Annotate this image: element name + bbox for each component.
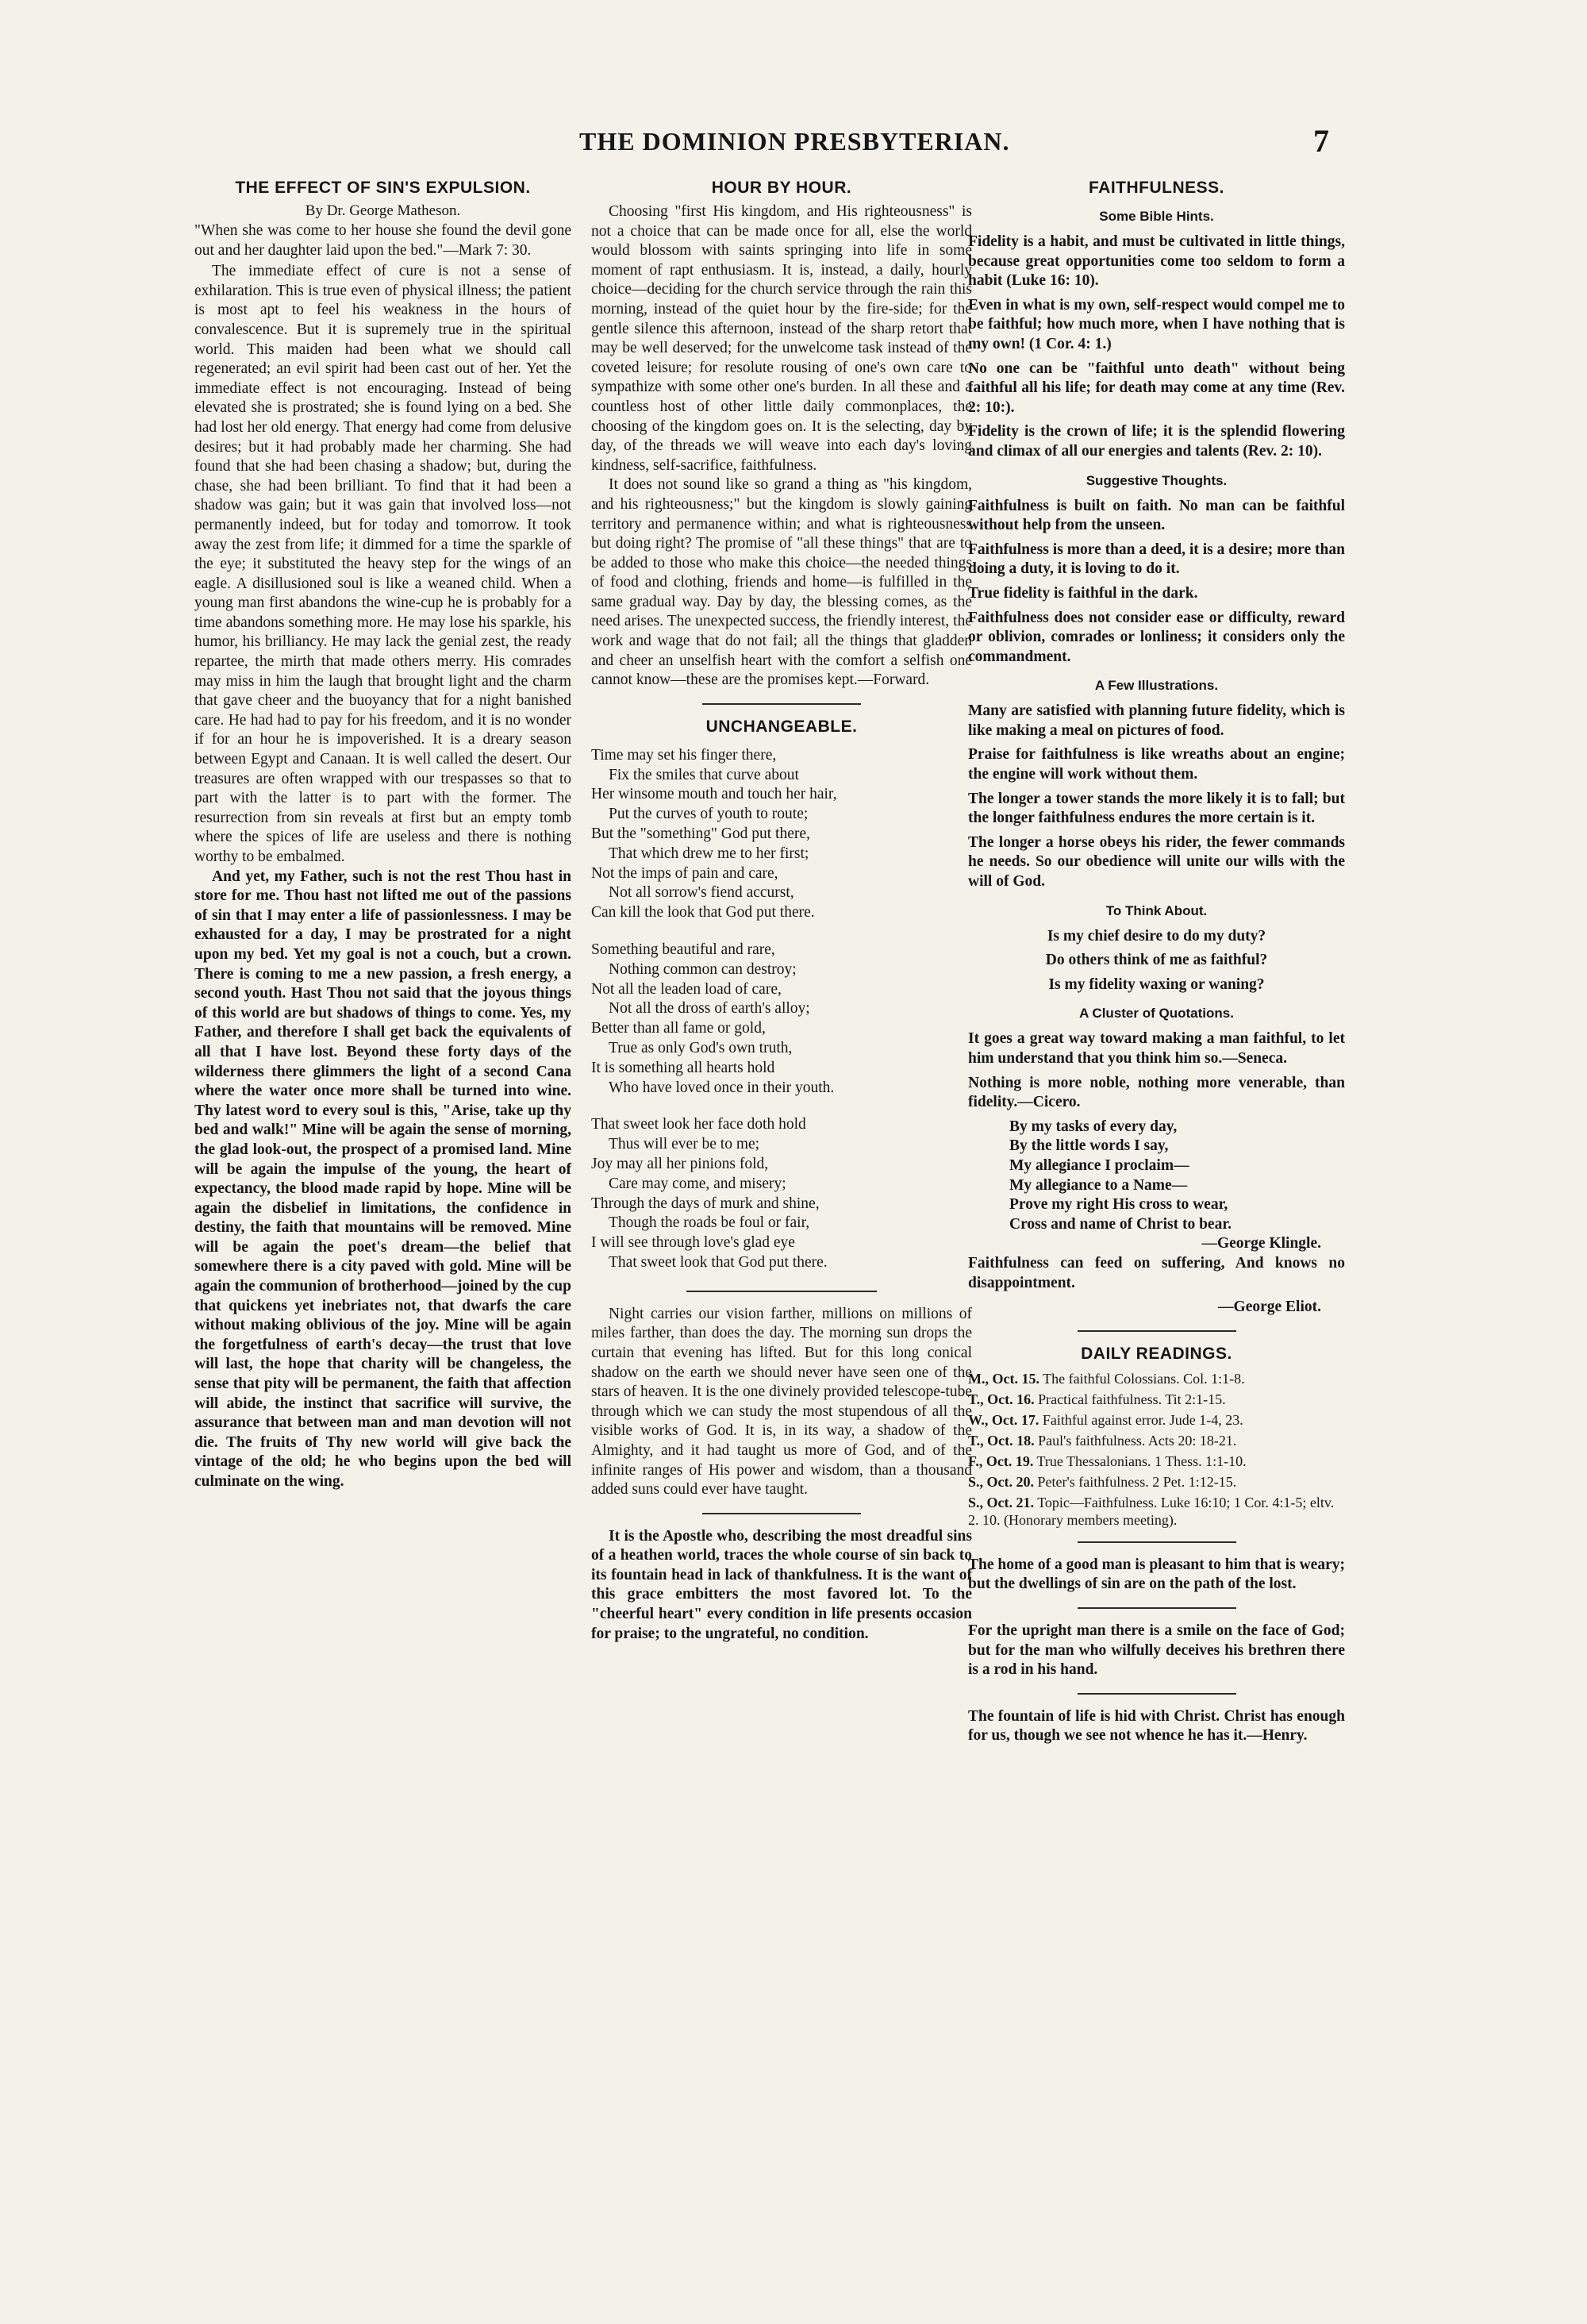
poem-line: Not the imps of pain and care,	[591, 864, 778, 882]
quotation-attribution: —George Eliot.	[1218, 1299, 1321, 1316]
reading-date: M., Oct. 15.	[968, 1370, 1039, 1387]
poem-line: Though the roads be foul or fair,	[609, 1214, 810, 1232]
article-paragraph: The immediate effect of cure is not a sense of exhilaration. This is true even of physical illness; the patient is most apt to feel his weakness in the hours of convalescence. But it is supremely true in the spiritual world. This maiden had been what we should call regenerated; an evil spirit had been cast out of her. Yet the immediate effect is not encouraging. Instead of being elevated she is prostrated; she is found lying on a bed. She had lost her old energy. That energy had come from delusive desires; but it had probably made her charming. She had found that she had been chasing a shadow; but, during the chase, she had been brilliant. To find that it had been a shadow was gain; but it was gain that involved loss—not permanently indeed, but for today and tomorrow. It took away the zest from life; it dimmed for a time the sparkle of the eye; it substituted the heavy step for the wings of an eagle. A disillusioned soul is like a weaned child. When a young man first abandons the wine-cup he is probably for a time abandons something more. He may lose his sparkle, his humor, his brilliancy. He may lack the genial zest, the ready repartee, the mirth that made others merry. His comrades may miss in him the laugh that brought light and the charm that gave cheer and the buoyancy that for a night banished care. He had had to pay for his freedom, and it is no wonder if for an hour he is impoverished. It is a dreary season between Egypt and Canaan. It is well called the desert. Our treasures are often wrapped with our trespasses so that to part with the latter is to part with the former. The resurrection from sin reveals at first but an empty tomb where the spices of life are useless and there is nothing worthy to be embalmed.	[194, 263, 571, 865]
section-divider	[1078, 1330, 1236, 1332]
reading-item	[968, 1370, 1345, 1387]
poem-heading-unchangeable: UNCHANGEABLE.	[705, 717, 858, 736]
section-divider	[686, 1291, 877, 1292]
reading-text: The faithful Colossians. Col. 1:1-8.	[1043, 1370, 1245, 1387]
verse-line: My allegiance I proclaim—	[1009, 1156, 1189, 1174]
bible-hints-list	[968, 233, 1345, 462]
article-paragraph: For the upright man there is a smile on the face of God; but for the man who wilfully deceives his brethren there is a rod in his hand.	[968, 1622, 1345, 1679]
reading-date: S., Oct. 20.	[968, 1473, 1034, 1490]
quotation-paragraph: Nothing is more noble, nothing more venerable, than fidelity.—Cicero.	[968, 1074, 1345, 1111]
poem-stanza	[591, 1115, 972, 1272]
verse-line: My allegiance to a Name—	[1009, 1176, 1188, 1194]
reading-date: S., Oct. 21.	[968, 1494, 1034, 1510]
subheading-bible-hints: Some Bible Hints.	[1099, 209, 1214, 224]
poem-line: Nothing common can destroy;	[609, 960, 797, 978]
reading-item	[968, 1452, 1345, 1470]
poem-line: Her winsome mouth and touch her hair,	[591, 786, 837, 803]
reading-date: T., Oct. 18.	[968, 1432, 1035, 1449]
article-heading-hour-by-hour: HOUR BY HOUR.	[711, 179, 852, 197]
subheading-quotations: A Cluster of Quotations.	[1079, 1006, 1234, 1022]
hint-paragraph: Fidelity is the crown of life; it is the splendid flowering and climax of all our energies and talents (Rev. 2: 10).	[968, 423, 1345, 460]
article-paragraph: It is the Apostle who, describing the most dreadful sins of a heathen world, traces the whole course of sin back to its fountain head in lack of thankfulness. It is the want of this grace embitters the most favored lot. To the "cheerful heart" every condition in life presents occasion for praise; to the ungrateful, no condition.	[591, 1527, 972, 1642]
article-paragraph: Night carries our vision farther, millions on millions of miles farther, than does the day. The morning sun drops the curtain that evening has lifted. But for this long conical shadow on the earth we should never have seen one of the stars of heaven. It is the one divinely provided telescope-tube through which we can study the most stupendous of all the visible works of God. It is, in its way, a shadow of the Almighty, and it had taught us more of God, and of the infinite ranges of His power and wisdom, than a thousand added suns could ever have taught.	[591, 1305, 972, 1499]
page-header	[0, 123, 1587, 175]
think-question: Is my fidelity waxing or waning?	[1048, 975, 1265, 993]
illustration-paragraph: The longer a horse obeys his rider, the fewer commands he needs. So our obedience will unite our wills with the will of God.	[968, 833, 1345, 891]
verse-line: By my tasks of every day,	[1009, 1118, 1178, 1135]
poem-line: Not all sorrow's fiend accurst,	[609, 884, 794, 902]
poem-line: Thus will ever be to me;	[609, 1136, 760, 1153]
poem-line: Better than all fame or gold,	[591, 1020, 766, 1037]
reading-date: F., Oct. 19.	[968, 1452, 1034, 1469]
reading-date: W., Oct. 17.	[968, 1411, 1039, 1428]
reading-item	[968, 1494, 1345, 1529]
quotation-paragraph: Faithfulness can feed on suffering, And knows no disappointment.	[968, 1254, 1345, 1291]
page-title: THE DOMINION PRESBYTERIAN.	[579, 127, 1010, 156]
quotation-paragraph: It goes a great way toward making a man faithful, to let him understand that you think him so.—Seneca.	[968, 1030, 1345, 1067]
poem-line: It is something all hearts hold	[591, 1059, 775, 1076]
article-epigraph: "When she was come to her house she found the devil gone out and her daughter laid upon the bed."—Mark 7: 30.	[194, 222, 571, 259]
poem-line: Time may set his finger there,	[591, 746, 777, 764]
article-byline: By Dr. George Matheson.	[305, 202, 461, 219]
poem-line: That sweet look her face doth hold	[591, 1116, 806, 1133]
right-column	[968, 179, 1345, 1751]
reading-item	[968, 1411, 1345, 1429]
reading-text: Paul's faithfulness. Acts 20: 18-21.	[1038, 1432, 1237, 1449]
illustration-paragraph: Praise for faithfulness is like wreaths about an engine; the engine will work without them.	[968, 746, 1345, 783]
article-paragraph: The home of a good man is pleasant to him that is weary; but the dwellings of sin are on the path of the lost.	[968, 1556, 1345, 1593]
poem-line: Through the days of murk and shine,	[591, 1195, 820, 1212]
poem	[591, 746, 972, 1273]
subheading-to-think-about: To Think About.	[1105, 902, 1208, 918]
hint-paragraph: Even in what is my own, self-respect would compel me to be faithful; how much more, when I have nothing that is my own! (1 Cor. 4: 1.)	[968, 296, 1345, 352]
reading-item	[968, 1391, 1345, 1408]
think-list	[968, 927, 1345, 995]
poem-line: But the "something" God put there,	[591, 825, 810, 843]
verse-line: Prove my right His cross to wear,	[1009, 1196, 1228, 1214]
left-column	[194, 179, 571, 1492]
hint-paragraph: Fidelity is a habit, and must be cultivated in little things, because great opportunities come too seldom to form a habit (Luke 16: 10).	[968, 233, 1345, 290]
poem-line: Something beautiful and rare,	[591, 941, 775, 959]
reading-text: Peter's faithfulness. 2 Pet. 1:12-15.	[1037, 1473, 1237, 1490]
poem-line: Care may come, and misery;	[609, 1175, 786, 1192]
daily-readings-heading: DAILY READINGS.	[1081, 1344, 1232, 1363]
quotation-attribution: —George Klingle.	[1201, 1235, 1321, 1252]
thought-paragraph: True fidelity is faithful in the dark.	[968, 584, 1198, 602]
think-question: Is my chief desire to do my duty?	[1047, 927, 1266, 945]
poem-line: Put the curves of youth to route;	[609, 806, 809, 823]
illustration-paragraph: The longer a tower stands the more likely it is to fall; but the longer faithfulness endures the more certain is it.	[968, 790, 1345, 827]
poem-line: That which drew me to her first;	[609, 845, 809, 862]
subheading-illustrations: A Few Illustrations.	[1094, 678, 1219, 694]
subheading-suggestive-thoughts: Suggestive Thoughts.	[1086, 472, 1228, 488]
article-paragraph: And yet, my Father, such is not the rest Thou hast in store for me. Thou hast not lifted me out of the passions of sin that I may enter a life of passionlessness. I may be exhausted for a day, I may be prostrated for a night upon my bed. Yet my goal is not a couch, but a crown. There is coming to me a new passion, a fresh energy, a second youth. Hast Thou not said that the joyous things of this world are but shadows of things to come. Yes, my Father, and therefore I shall get back the equivalents of all that I have lost. Beyond these forty days of the wilderness there glimmers the light of a second Cana where the water once more shall be turned into wine. Thy latest word to every soul is this, "Arise, take up thy bed and walk!" Mine will be again the sense of morning, the glad look-out, the prospect of a promised land. Mine will be again the impulse of the young, the heart of expectancy, the blood made rapid by hope. Mine will be again the disbelief in limitations, the confidence in destiny, the faith that mountains will be removed. Mine will be again the poet's dream—the belief that somewhere there is a city paved with gold. Mine will be again the communion of brotherhood—joined by the cup that quickens yet inebriates not, that dwarfs the care without making oblivious of the joy. Mine will be again the forgetfulness of earth's decay—the trust that love will last, the hope that charity will be changeless, the sense that pity will be permanent, the faith that affection will abide, the instinct that sacrifice will survive, the assurance that between man and man devotion will not die. The fruits of Thy new world will give back the vintage of the old; he who begins upon the bed will culminate on the wing.	[194, 868, 571, 1490]
poem-stanza	[591, 746, 972, 923]
poem-line: True as only God's own truth,	[609, 1040, 793, 1056]
section-divider	[1078, 1541, 1236, 1543]
reading-text: Faithful against error. Jude 1-4, 23.	[1042, 1411, 1243, 1428]
illustration-paragraph: Many are satisfied with planning future fidelity, which is like making a meal on pictures of food.	[968, 702, 1345, 739]
poem-line: Not all the leaden load of care,	[591, 980, 782, 998]
section-divider	[702, 1513, 861, 1514]
page-number: 7	[1313, 123, 1329, 159]
thought-paragraph: Faithfulness does not consider ease or difficulty, reward or oblivion, comrades or lonliness; it considers only the commandment.	[968, 609, 1345, 665]
think-question: Do others think of me as faithful?	[1045, 952, 1268, 969]
reading-date: T., Oct. 16.	[968, 1391, 1035, 1407]
article-heading-sins-expulsion: THE EFFECT OF SIN'S EXPULSION.	[235, 179, 531, 197]
poem-line: Who have loved once in their youth.	[609, 1079, 835, 1096]
poem-line: Can kill the look that God put there.	[591, 904, 815, 922]
poem-line: I will see through love's glad eye	[591, 1234, 795, 1252]
poem-line: Joy may all her pinions fold,	[591, 1155, 769, 1172]
section-divider	[1078, 1693, 1236, 1695]
quotation-verse	[968, 1118, 1345, 1235]
article-paragraph: The fountain of life is hid with Christ. Christ has enough for us, though we see not whence he has it.—Henry.	[968, 1707, 1345, 1745]
section-divider	[702, 703, 861, 705]
article-paragraph: Choosing "first His kingdom, and His righteousness" is not a choice that can be made once for all, else the world would blossom with saints springing into life in some moment of rapt enthusiasm. It is, instead, a daily, hourly choice—deciding for the church service through the rain this morning, instead of the quiet hour by the fire-side; for the gentle silence this afternoon, instead of the sharp retort that may be well deserved; for the unwelcome task instead of the coveted leisure; for resolute rousing of one's own care to sympathize with some other one's burden. In all these and a countless host of other little daily commonplaces, the choosing of the kingdom goes on. It is the selecting, day by day, of the threads we will weave into each day's loving kindness, self-sacrifice, faithfulness.	[591, 203, 972, 474]
poem-line: Fix the smiles that curve about	[609, 766, 799, 783]
poem-line: Not all the dross of earth's alloy;	[609, 1000, 810, 1018]
illustrations-list	[968, 702, 1345, 891]
reading-text: True Thessalonians. 1 Thess. 1:1-10.	[1036, 1452, 1247, 1469]
daily-readings-list	[968, 1370, 1345, 1529]
verse-line: By the little words I say,	[1009, 1137, 1169, 1155]
middle-column	[591, 179, 972, 1644]
section-divider	[1078, 1607, 1236, 1609]
verse-line: Cross and name of Christ to bear.	[1009, 1215, 1232, 1233]
thought-paragraph: Faithfulness is more than a deed, it is a desire; more than doing a duty, it is loving to do it.	[968, 541, 1345, 578]
reading-item	[968, 1432, 1345, 1449]
reading-item	[968, 1473, 1345, 1491]
hint-paragraph: No one can be "faithful unto death" without being faithful all his life; for death may come at any time (Rev. 2: 10:).	[968, 360, 1345, 416]
reading-text: Practical faithfulness. Tit 2:1-15.	[1038, 1391, 1226, 1407]
thought-paragraph: Faithfulness is built on faith. No man can be faithful without help from the unseen.	[968, 497, 1345, 534]
article-heading-faithfulness: FAITHFULNESS.	[1088, 179, 1224, 197]
article-paragraph: It does not sound like so grand a thing as "his kingdom, and his righteousness;" but the kingdom is slowly gaining territory and permanence within; and what is righteousness but doing right? The promise of "all these things" that are to be added to those who make this choice—the needed things of food and clothing, friends and home—is fulfilled in the same gradual way. Day by day, the blessing comes, as the need arises. The unexpected success, the friendly interest, the work and wage that do not fail; all the things that gladden and cheer an unselfish heart with the comfort a selfish one cannot know—these are the promises kept.—Forward.	[591, 476, 972, 689]
reading-text: Topic—Faithfulness. Luke 16:10; 1 Cor. 4:1-5; eltv. 2. 10. (Honorary members meeting).	[968, 1494, 1335, 1528]
poem-line: That sweet look that God put there.	[609, 1253, 828, 1271]
thoughts-list	[968, 497, 1345, 668]
poem-stanza	[591, 941, 972, 1098]
